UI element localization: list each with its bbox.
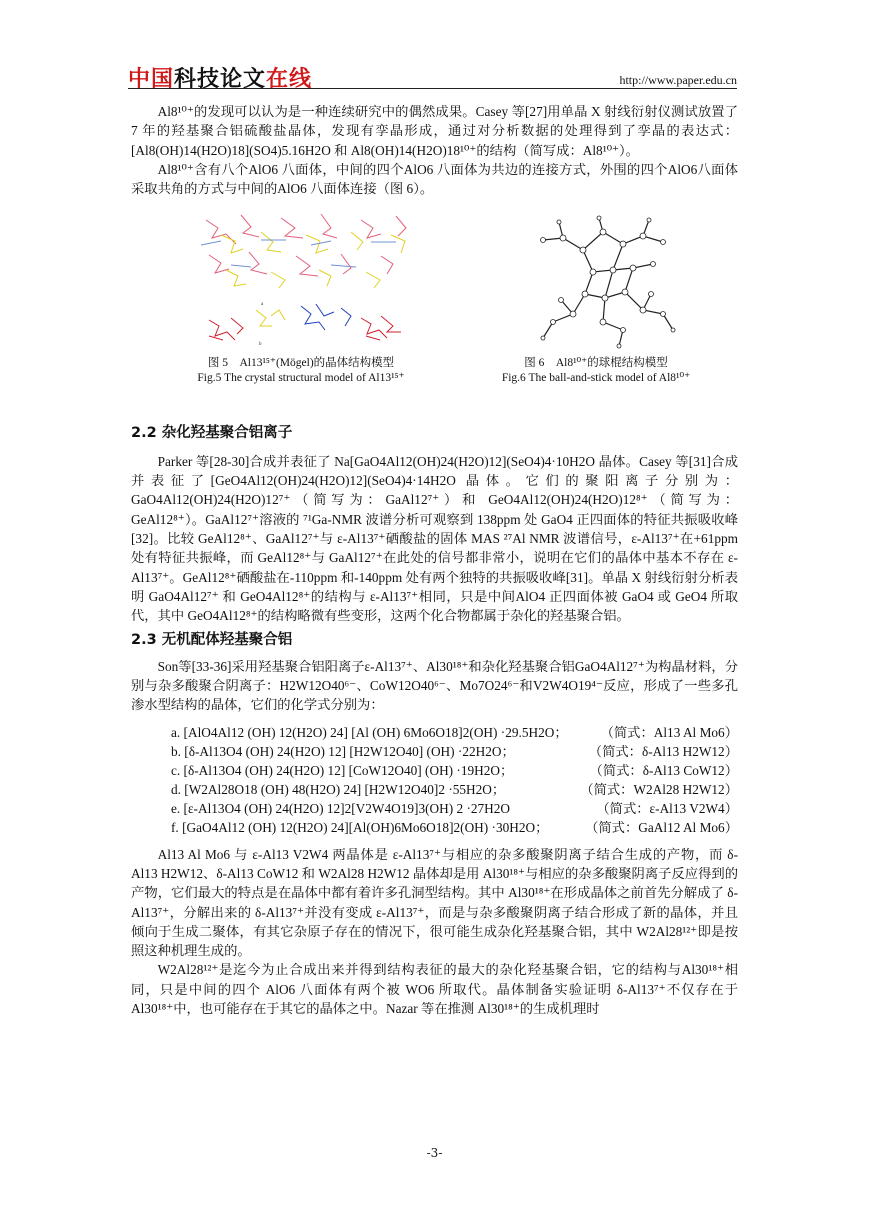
formula-text: c. [δ-Al13O4 (OH) 24(H2O) 12] [CoW12O40] (OH) ·19H2O； [171,762,514,778]
paragraph-al8-discovery: Al8¹⁰⁺的发现可以认为是一种连续研究中的偶然成果。Casey 等[27]用单晶 X 射线衍射仪测试放置了 7 年的羟基聚合铝硫酸盐晶体，发现有孪晶形成，通过对分析数据的处理得到了孪晶的表达式：[Al8(OH)14(H2O)18](SO4)5.16H2O 和 Al8(OH)14(H2O)18¹⁰⁺的结构（简写成：Al8¹⁰⁺）。 [131,104,738,158]
figure-5-caption-cn: 图 5 Al13¹⁵⁺(Mögel)的晶体结构模型 [207,357,395,370]
formula-text: f. [GaO4Al12 (OH) 12(H2O) 24][Al(OH)6Mo6O18]2(OH) ·30H2O； [171,819,549,835]
section-heading-2-2: 2.2 杂化羟基聚合铝离子 [131,425,293,442]
list-item [171,742,738,761]
formula-text: d. [W2Al28O18 (OH) 48(H2O) 24] [H2W12O40]2 ·55H2O； [171,781,506,797]
section-heading-2-3: 2.3 无机配体羟基聚合铝 [131,632,293,649]
formula-short: （简式：δ-Al13 H2W12） [588,743,738,759]
figure-5-caption [151,356,451,386]
header-rule [128,88,737,89]
paragraph-crystal-products: Al13 Al Mo6 与 ε-Al13 V2W4 两晶体是 ε-Al13⁷⁺与相应的杂多酸聚阴离子结合生成的产物，而 δ-Al13 H2W12、δ-Al13 CoW12 和 W2Al28 H2W12 晶体却是用 Al30¹⁸⁺与相应的杂多酸聚阴离子反应得到的产物，它们最大的特点是在晶体中都有着许多孔洞型结构。其中 Al30¹⁸⁺在形成晶体之前首先分解成了 δ-Al13⁷⁺，分解出来的 δ-Al13⁷⁺并没有变成 ε-Al13⁷⁺，而是与杂多酸聚阴离子结合形成了新的晶体，并且倾向于生成二聚体，有其它杂原子存在的情况下，很可能生成杂化羟基聚合铝，其中 W2Al28¹²⁺即是按照这种机理生成的。 [131,846,738,959]
formula-list [171,723,738,837]
paragraph-hybrid-polycations: Parker 等[28-30]合成并表征了 Na[GaO4Al12(OH)24(H2O)12](SeO4)4·10H2O 晶体。Casey 等[31]合成并表征了[GeO4Al12(OH)24(H2O)12](SeO4)4·14H2O 晶体。它们的聚阳离子分别为：GaO4Al12(OH)24(H2O)12⁷⁺（简写为：GaAl12⁷⁺）和 GeO4Al12(OH)24(H2O)12⁸⁺（简写为：GeAl12⁸⁺）。GaAl12⁷⁺溶液的 ⁷¹Ga-NMR 波谱分析可观察到 138ppm 处 GaO4 正四面体的特征共振吸收峰[32]。比较 GeAl12⁸⁺、GaAl12⁷⁺与 ε-Al13⁷⁺硒酸盐的固体 MAS ²⁷Al NMR 波谱信号，ε-Al13⁷⁺在+61ppm 处有特征共振峰，而 GeAl12⁸⁺与 GaAl12⁷⁺在此处的信号都非常小，说明在它们的晶体中基本不存在 ε-Al13⁷⁺。GeAl12⁸⁺硒酸盐在-110ppm 和-140ppm 处有两个独特的共振吸收峰[31]。单晶 X 射线衍射分析表明 GaO4Al12⁷⁺ 和 GeO4Al12⁸⁺的结构与 ε-Al13⁷⁺相同，只是中间AlO4 正四面体被 GaO4 或 GeO4 所取代，其中 GeO4Al12⁸⁺的结构略微有些变形，这两个化合物都属于杂化的羟基聚合铝。 [131,453,738,624]
formula-short: （简式：Al13 Al Mo6） [600,724,738,740]
page-body [131,102,738,1018]
list-item [171,799,738,818]
site-logo: 中国科技论文在线 [128,67,313,92]
paragraph-w2al28: W2Al28¹²⁺是迄今为止合成出来并得到结构表征的最大的杂化羟基聚合铝，它的结构与Al30¹⁸⁺相同，只是中间的四个 AlO6 八面体有两个被 WO6 所取代。晶体制备实验证明 δ-Al13⁷⁺不仅存在于 Al30¹⁸⁺中，也可能存在于其它的晶体之中。Nazar 等在推测 Al30¹⁸⁺的生成机理时 [131,962,738,1017]
svg-text:a: a [261,302,264,308]
page-number: -3- [426,1146,443,1160]
formula-short: （简式：GaAl12 Al Mo6） [585,819,738,835]
formula-text: a. [AlO4Al12 (OH) 12(H2O) 24] [Al (OH) 6Mo6O18]2(OH) ·29.5H2O； [171,724,568,740]
figure-5-caption-en: Fig.5 The crystal structural model of Al13¹⁵⁺ [197,372,405,385]
crystal-structure-image [201,210,423,352]
list-item [171,761,738,780]
paragraph-al8-structure: Al8¹⁰⁺含有八个AlO6 八面体，中间的四个AlO6 八面体为共边的连接方式，外围的四个AlO6八面体采取共角的方式与中间的AlO6 八面体连接（图 6）。 [131,161,738,197]
list-item [171,818,738,837]
figure-6-caption-en: Fig.6 The ball-and-stick model of Al8¹⁰⁺ [501,372,691,385]
figure-row [131,210,738,418]
list-item [171,780,738,799]
figure-6-caption [446,356,746,386]
formula-text: b. [δ-Al13O4 (OH) 24(H2O) 12] [H2W12O40] (OH) ·22H2O； [171,743,515,759]
list-item [171,723,738,742]
paragraph-inorganic-ligand: Son等[33-36]采用羟基聚合铝阳离子ε-Al13⁷⁺、Al30¹⁸⁺和杂化羟基聚合铝GaO4Al12⁷⁺为构晶材料，分别与杂多酸聚合阴离子：H2W12O40⁶⁻、CoW12O40⁶⁻、Mo7O24⁶⁻和V2W4O19⁴⁻反应，形成了一些多孔渗水型结构的晶体，它们的化学式分别为： [131,658,738,713]
site-url[interactable]: http://www.paper.edu.cn [619,73,737,87]
formula-short: （简式：ε-Al13 V2W4） [596,800,738,816]
formula-short: （简式：δ-Al13 CoW12） [589,762,738,778]
ball-and-stick-image [513,210,683,352]
formula-short: （简式：W2Al28 H2W12） [580,781,738,797]
figure-6-caption-cn: 图 6 Al8¹⁰⁺的球棍结构模型 [524,357,668,370]
formula-text: e. [ε-Al13O4 (OH) 24(H2O) 12]2[V2W4O19]3(OH) 2 ·27H2O [171,800,511,816]
svg-text:b: b [259,342,262,348]
